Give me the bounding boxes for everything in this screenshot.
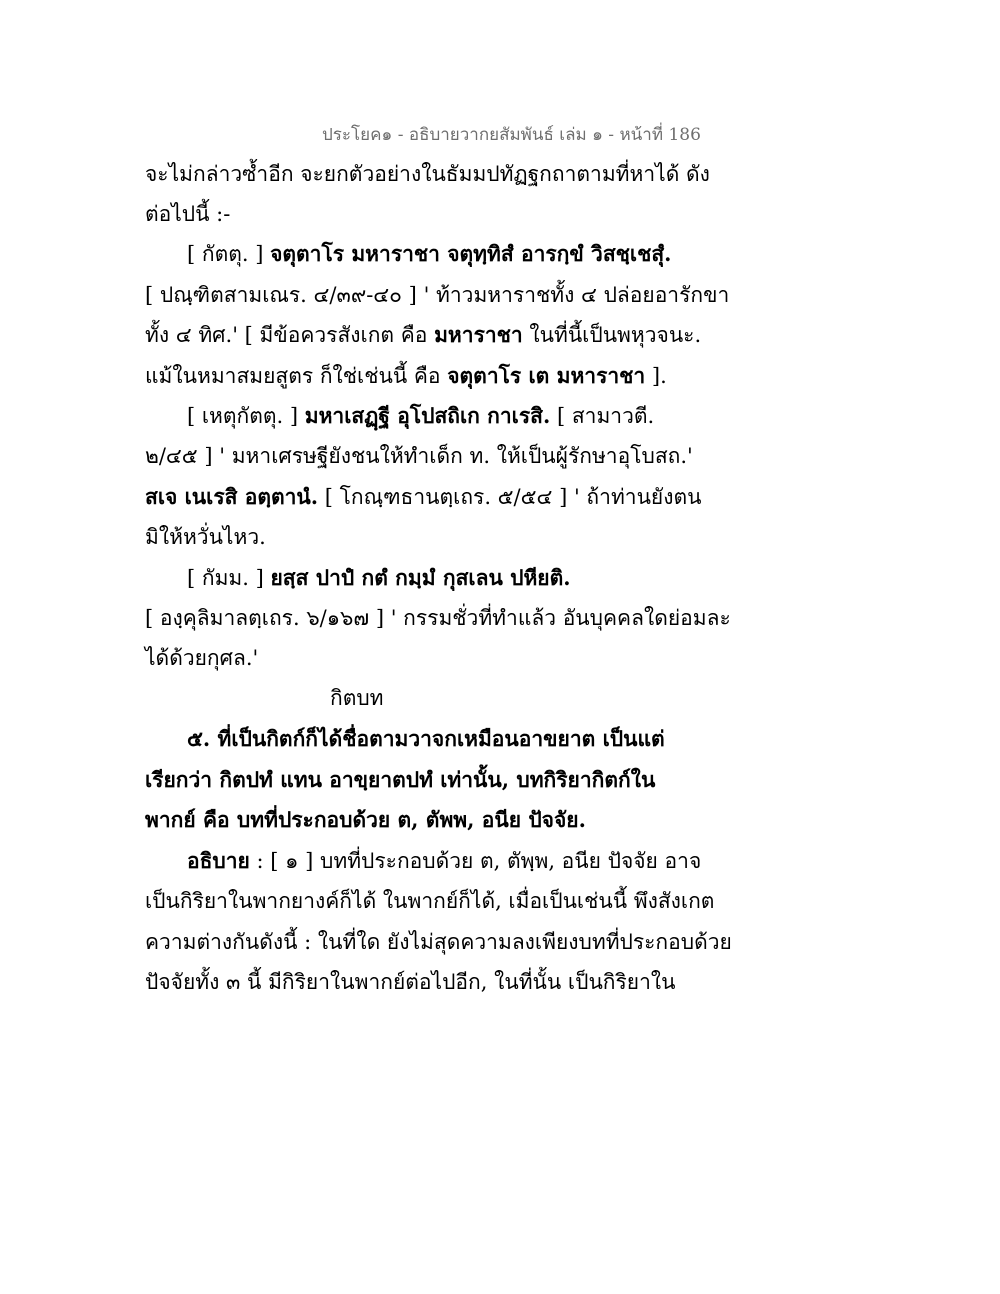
example-2-pali: มหาเสฏฺฐี อุโปสถิเก กาเรสิ.	[304, 403, 551, 428]
example-2-translation: ' มหาเศรษฐียังชนให้ทำเด็ก ท. ให้เป็นผู้รักษาอุโบสถ.'	[219, 444, 693, 468]
rule-5-text-3: พากย์ คือ บทที่ประกอบด้วย ต, ตัพพ, อนีย ปัจจัย.	[145, 807, 586, 832]
example-2b-reference: [ โกณฺฑธานตฺเถร. ๕/๕๔ ]	[324, 485, 568, 509]
example-1-pali: จตุตาโร มหาราชา จตุทฺทิสํ อารกฺขํ วิสชฺเชสุํ.	[270, 241, 672, 266]
example-3-reference: [ องฺคุลิมาลตฺเถร. ๖/๑๖๗ ]	[145, 606, 385, 630]
intro-text-1: จะไม่กล่าวซ้ำอีก จะยกตัวอย่างในธัมมปทัฏฐกถาตามที่หาได้ ดัง	[145, 162, 710, 186]
rule-5-line-1	[187, 725, 665, 753]
example-1-line-2	[145, 281, 729, 309]
intro-line-2	[145, 200, 230, 228]
running-header	[322, 121, 701, 149]
example-2b-translation-end: มิให้หวั่นไหว.	[145, 525, 266, 549]
intro-text-2: ต่อไปนี้ :-	[145, 202, 231, 226]
example-1-note-close: ].	[651, 364, 667, 388]
example-1-translation: ' ท้าวมหาราชทั้ง ๔ ปล่อยอารักขา	[423, 283, 730, 307]
explanation-text-1: : [ ๑ ] บทที่ประกอบด้วย ต, ตัพฺพ, อนีย ปัจจัย อาจ	[256, 849, 702, 873]
explanation-text-4: ปัจจัยทั้ง ๓ นี้ มีกิริยาในพากย์ต่อไปอีก, ในที่นั้น เป็นกิริยาใน	[145, 970, 676, 994]
example-3-translation: ' กรรมชั่วที่ทำแล้ว อันบุคคลใดย่อมละ	[390, 606, 731, 630]
rule-5-line-3	[145, 806, 586, 834]
example-1-note-quote: จตุตาโร เต มหาราชา	[447, 363, 646, 388]
section-heading-text: กิตบท	[330, 686, 384, 710]
example-1-line-4	[145, 362, 667, 390]
example-1-translation-end: ทั้ง ๔ ทิศ.'	[145, 323, 238, 347]
example-1-reference: [ ปณฺฑิตสามเณร. ๔/๓๙-๔๐ ]	[145, 283, 417, 307]
example-2-line-1	[187, 402, 654, 430]
explanation-line-1	[187, 847, 701, 875]
explanation-line-3	[145, 928, 732, 956]
example-2-reference: [ สามาวตี.	[556, 404, 655, 428]
example-1-line-3	[145, 321, 701, 349]
rule-5-text-2: เรียกว่า กิตปทํ แทน อาขฺยาตปทํ เท่านั้น, บทกิริยากิตก์ใน	[145, 767, 656, 792]
explanation-line-2	[145, 887, 714, 915]
example-1-note-term: มหาราชา	[434, 322, 523, 347]
section-heading	[330, 684, 384, 712]
explanation-label: อธิบาย	[187, 848, 250, 873]
example-2-reference-end: ๒/๔๕ ]	[145, 444, 213, 468]
running-header-text: ประโยค๑ - อธิบายวากยสัมพันธ์ เล่ม ๑ - หน้าที่ 186	[322, 125, 701, 145]
example-2b-pali: สเจ เนเรสิ อตฺตานํ.	[145, 484, 319, 509]
example-3-translation-end: ได้ด้วยกุศล.'	[145, 646, 259, 670]
explanation-text-2: เป็นกิริยาในพากยางค์ก็ได้ ในพากย์ก็ได้, เมื่อเป็นเช่นนี้ พึงสังเกต	[145, 889, 715, 913]
example-2-tag: [ เหตุกัตตุ. ]	[187, 404, 299, 428]
example-3-pali: ยสฺส ปาปํ กตํ กมฺมํ กุสเลน ปหียติ.	[270, 565, 571, 590]
example-1-note: [ มีข้อควรสังเกต คือ	[244, 323, 428, 347]
example-2-line-3	[145, 483, 701, 511]
example-1-line-1	[187, 240, 671, 268]
rule-5-text-1: ๕. ที่เป็นกิตก์ก็ได้ชื่อตามวาจกเหมือนอาขยาต เป็นแต่	[187, 726, 665, 751]
rule-5-line-2	[145, 766, 655, 794]
example-3-line-1	[187, 564, 571, 592]
example-1-note-rest: ในที่นี้เป็นพหุวจนะ.	[529, 323, 702, 347]
explanation-line-4	[145, 968, 676, 996]
example-3-line-3	[145, 644, 258, 672]
example-2b-translation: ' ถ้าท่านยังตน	[573, 485, 702, 509]
example-2-line-4	[145, 523, 266, 551]
example-1-note-cont: แม้ในหมาสมยสูตร ก็ใช่เช่นนี้ คือ	[145, 364, 441, 388]
explanation-text-3: ความต่างกันดังนี้ : ในที่ใด ยังไม่สุดความลงเพียงบทที่ประกอบด้วย	[145, 930, 732, 954]
example-3-line-2	[145, 604, 731, 632]
example-3-tag: [ กัมม. ]	[187, 566, 264, 590]
intro-line-1	[145, 160, 710, 188]
example-1-tag: [ กัตตุ. ]	[187, 242, 264, 266]
example-2-line-2	[145, 442, 693, 470]
